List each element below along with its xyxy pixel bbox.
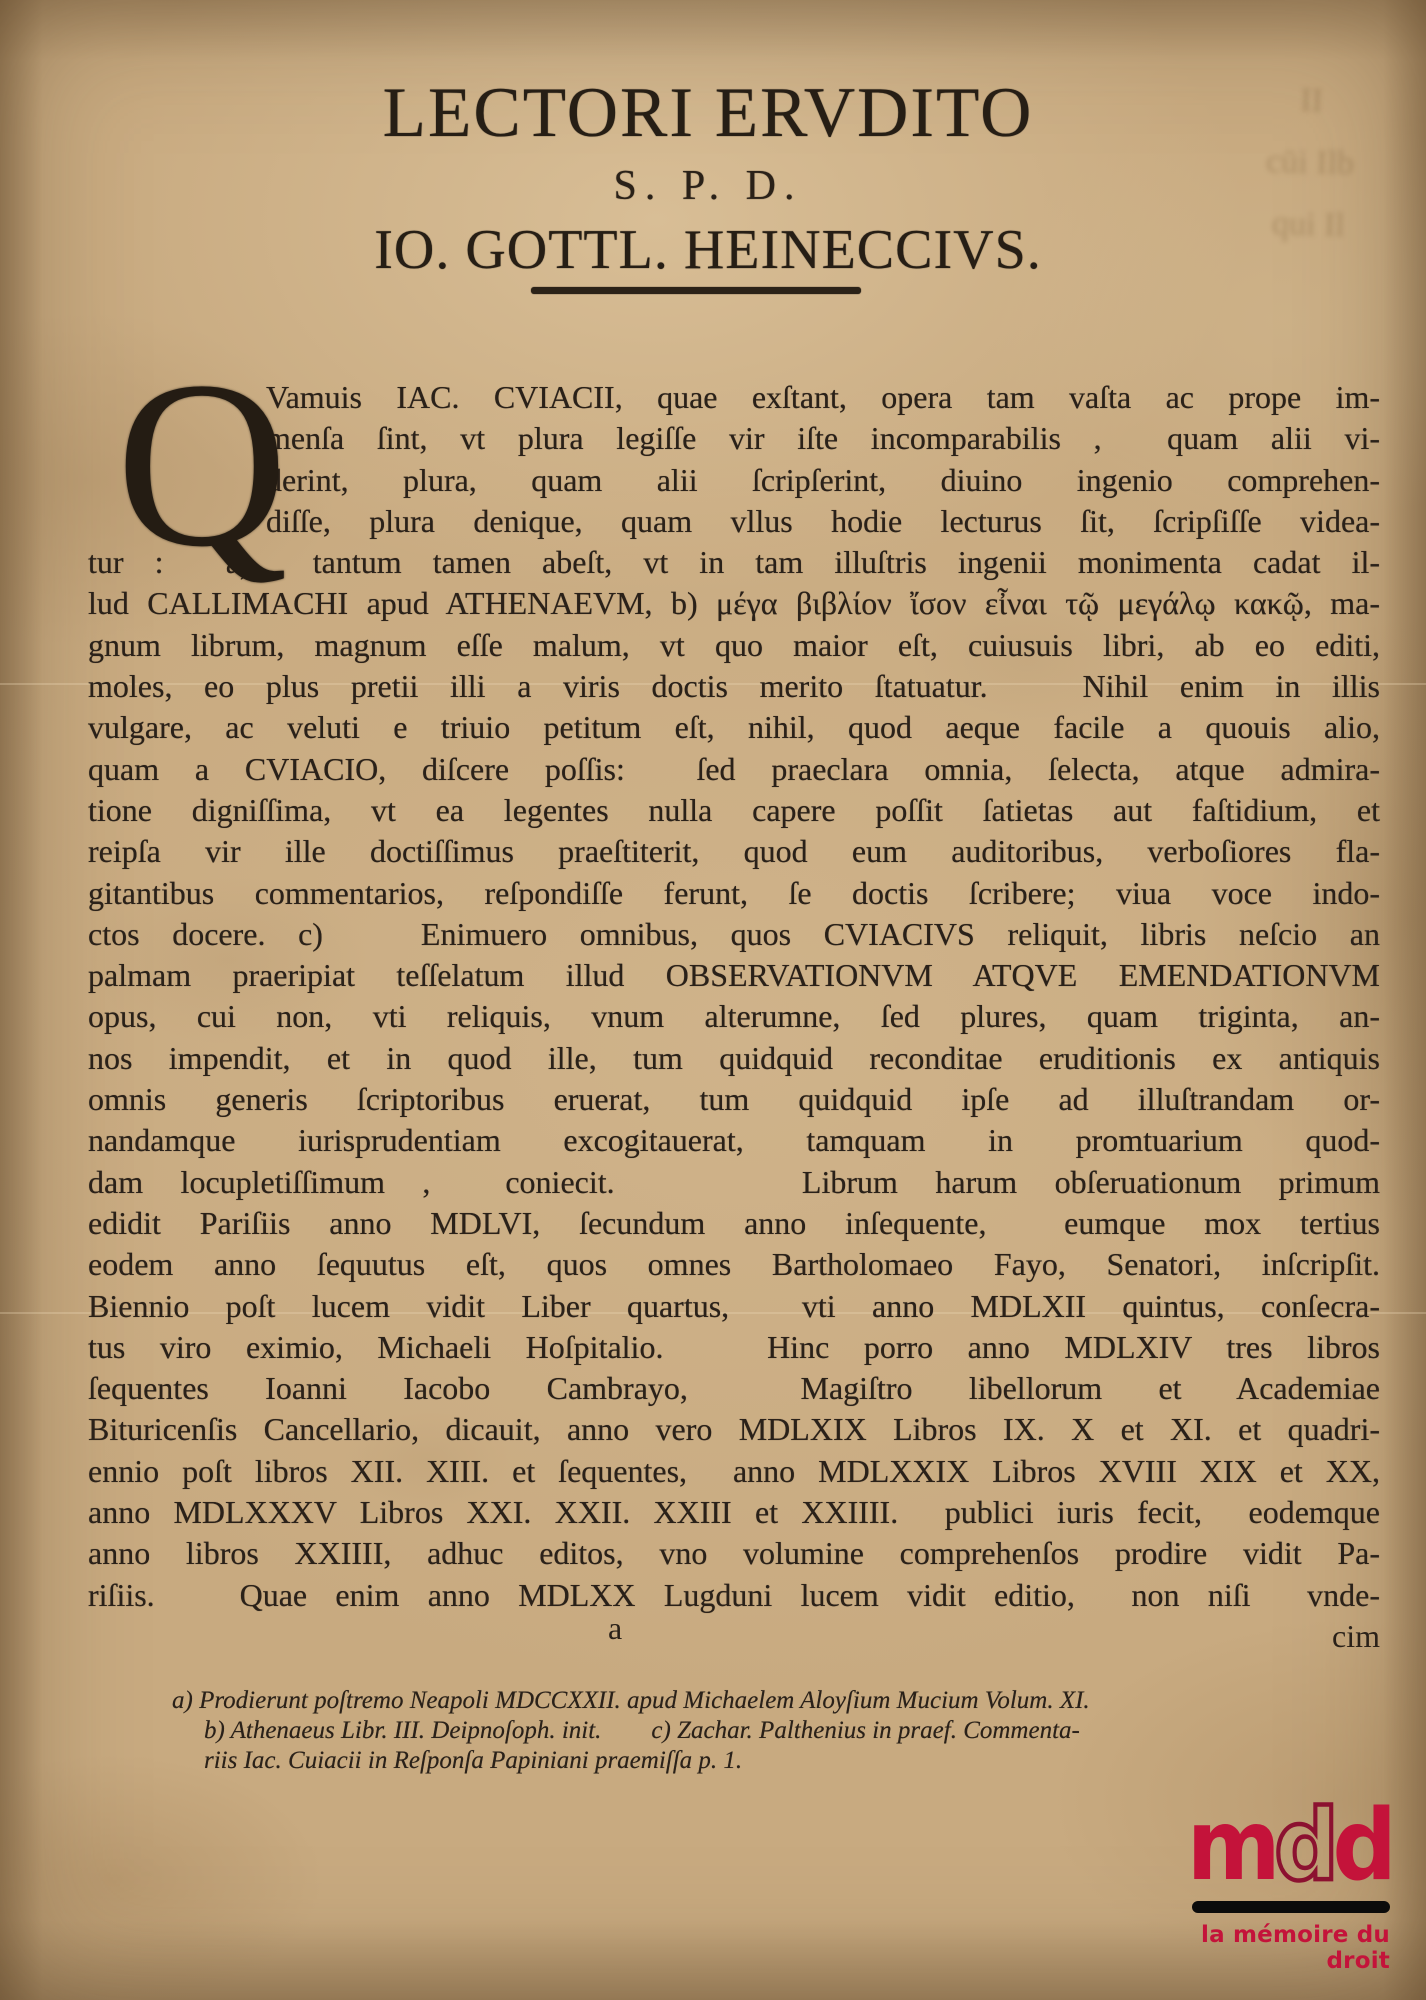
footnote-line: riis Iac. Cuiacii in Reſponſa Papiniani praemiſſa p. 1.: [204, 1747, 743, 1774]
text-line: anno libros XXIIII, adhuc editos, vno volumine comprehenſos prodire vidit Pa-: [88, 1535, 1380, 1572]
text-line: Bituricenſis Cancellario, dicauit, anno vero MDLXIX Libros IX. X et XI. et quadri-: [88, 1411, 1380, 1448]
text-line: lud CALLIMACHI apud ATHENAEVM, b) μέγα βιβλίον ἴσον εἶναι τῷ μεγάλῳ κακῷ, ma-: [88, 585, 1380, 622]
text-line: ctos docere. c) Enimuero omnibus, quos CVIACIVS reliquit, libris neſcio an: [88, 915, 1380, 952]
signature-row: [88, 1610, 1380, 1652]
text-line: nandamque iurisprudentiam excogitauerat, tamquam in promtuarium quod-: [88, 1122, 1380, 1159]
footnote-line: b) Athenaeus Libr. III. Deipnoſoph. init. c) Zachar. Palthenius in praef. Commenta-: [204, 1717, 1080, 1744]
text-line: dam locupletiſſimum , coniecit. Librum harum obſeruationum primum: [88, 1163, 1380, 1200]
text-line: ſequentes Ioanni Iacobo Cambrayo, Magiſtro libellorum et Academiae: [88, 1370, 1380, 1407]
text-line: opus, cui non, vti reliquis, vnum alterumne, ſed plures, quam triginta, an-: [88, 998, 1380, 1035]
catchword: cim: [1332, 1618, 1380, 1654]
text-line: tione digniſſima, vt ea legentes nulla capere poſſit ſatietas aut faſtidium, et: [88, 791, 1380, 828]
heading-title: LECTORI ERVDITO: [382, 74, 1034, 152]
logo-letter-d: d: [1331, 1789, 1390, 1903]
mdd-watermark-logo: [1150, 1789, 1390, 1974]
logo-letter-d-outline: d: [1273, 1789, 1332, 1903]
text-line: omnis generis ſcriptoribus eruerat, tum quidquid ipſe ad illuſtrandam or-: [88, 1081, 1380, 1118]
text-line: Biennio poſt lucem vidit Liber quartus, vti anno MDLXII quintus, conſecra-: [88, 1287, 1380, 1324]
text-line: reipſa vir ille doctiſſimus praeſtiterit, quod eum auditoribus, verboſiores fla-: [88, 833, 1380, 870]
drop-cap: Q: [116, 333, 288, 596]
text-line: quam a CVIACIO, diſcere poſſis: ſed praeclara omnia, ſelecta, atque admira-: [88, 750, 1380, 787]
bleed-through-line: qui Il: [1271, 205, 1346, 244]
text-line: anno MDLXXXV Libros XXI. XXII. XXIII et XXIIII. publici iuris fecit, eodemque: [88, 1494, 1380, 1531]
heading-rule: [531, 287, 861, 294]
heading-salutation: S. P. D.: [613, 163, 803, 209]
signature-mark: a: [608, 1610, 623, 1646]
text-line: tus viro eximio, Michaeli Hoſpitalio. Hinc porro anno MDLXIV tres libros: [88, 1328, 1380, 1365]
text-line: moles, eo plus pretii illi a viris doctis merito ſtatuatur. Nihil enim in illis: [88, 668, 1380, 705]
text-line: tur : a) tantum tamen abeſt, vt in tam illuſtris ingenii monimenta cadat il-: [88, 544, 1380, 581]
text-line: Vamuis IAC. CVIACII, quae exſtant, opera tam vaſta ac prope im-: [266, 379, 1380, 415]
text-line: diſſe, plura denique, quam vllus hodie lecturus ſit, ſcripſiſſe videa-: [266, 502, 1380, 539]
text-line: ennio poſt libros XII. XIII. et ſequentes, anno MDLXXIX Libros XVIII XIX et XX,: [88, 1452, 1380, 1489]
page-heading: [88, 74, 1328, 281]
bleed-through-line: cūi Ilb: [1265, 142, 1355, 183]
text-line: riſiis. Quae enim anno MDLXX Lugduni lucem vidit editio, non niſi vnde-: [88, 1576, 1380, 1613]
body-text: [88, 333, 1380, 1616]
text-line: menſa ſint, vt plura legiſſe vir iſte incomparabilis , quam alii vi-: [266, 420, 1380, 457]
logo-letter-m: m: [1186, 1789, 1274, 1903]
text-line: gitantibus commentarios, reſpondiſſe ferunt, ſe doctis ſcribere; viua voce indo-: [88, 874, 1380, 911]
text-line: vulgare, ac veluti e triuio petitum eſt, nihil, quod aeque facile a quouis alio,: [88, 709, 1380, 746]
logo-tagline: la mémoire du droit: [1200, 1922, 1390, 1974]
bleed-through-line: II: [1299, 81, 1324, 120]
text-line: eodem anno ſequutus eſt, quos omnes Bartholomaeo Fayo, Senatori, inſcripſit.: [88, 1246, 1380, 1283]
heading-author: IO. GOTTL. HEINECCIVS.: [374, 219, 1042, 281]
text-line: derint, plura, quam alii ſcripſerint, diuino ingenio comprehen-: [266, 461, 1380, 498]
text-line: palmam praeripiat teſſelatum illud OBSERVATIONVM ATQVE EMENDATIONVM: [88, 957, 1380, 994]
mdd-logo-letters: [1186, 1789, 1390, 1903]
text-line: gnum librum, magnum eſſe malum, vt quo maior eſt, cuiusuis libri, ab eo editi,: [88, 626, 1380, 663]
footnote-line: a) Prodierunt poſtremo Neapoli MDCCXXII. apud Michaelem Aloyſium Mucium Volum. XI.: [172, 1687, 1090, 1714]
text-line: edidit Pariſiis anno MDLVI, ſecundum anno inſequente, eumque mox tertius: [88, 1204, 1380, 1241]
text-line: nos impendit, et in quod ille, tum quidquid reconditae eruditionis ex antiquis: [88, 1039, 1380, 1076]
footnotes: [172, 1686, 1362, 1776]
